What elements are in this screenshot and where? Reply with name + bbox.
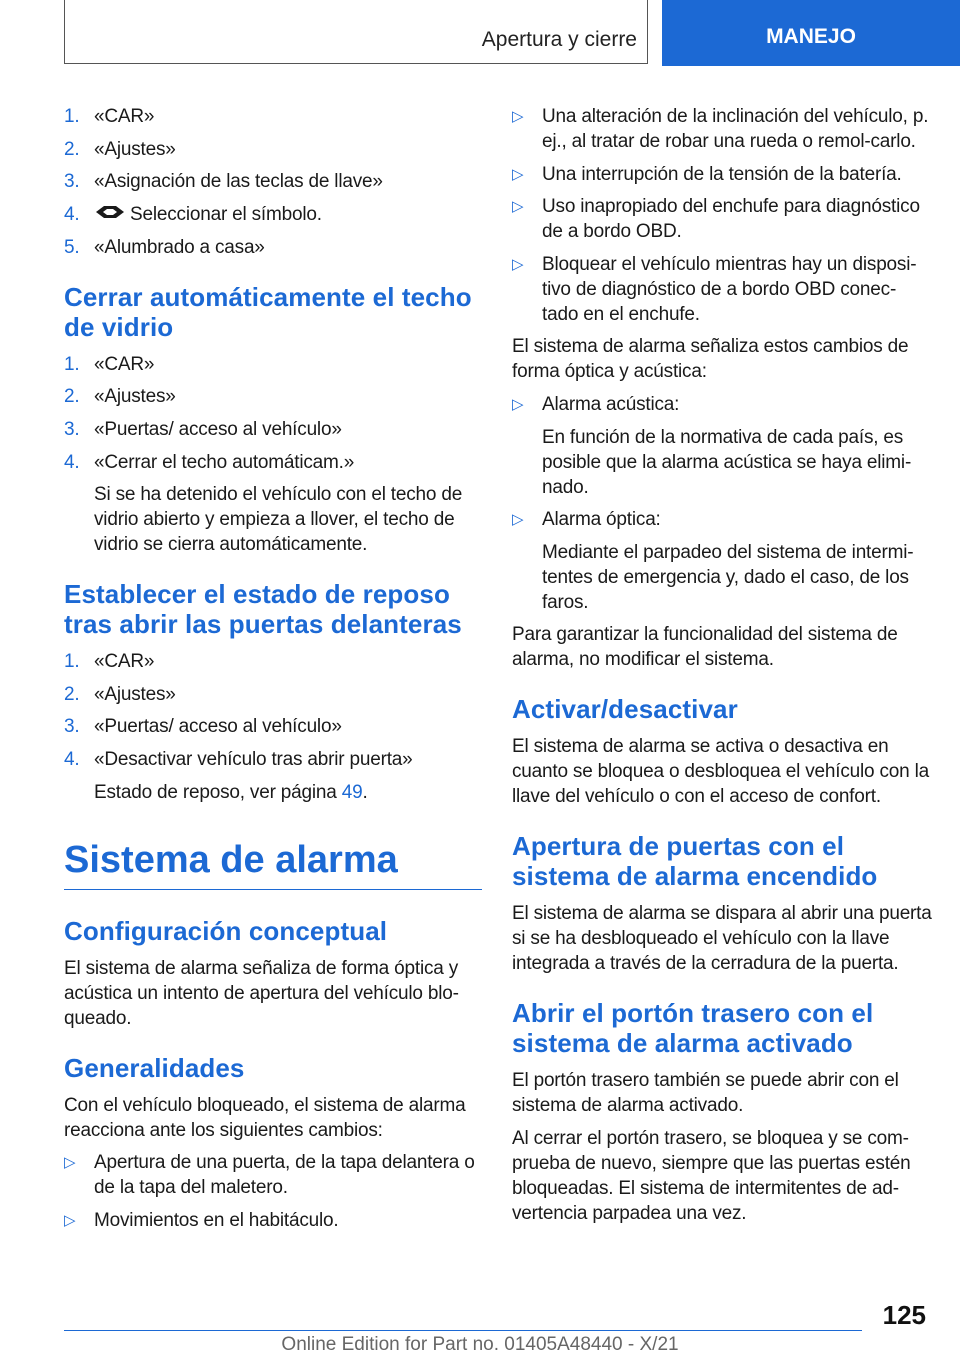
page-number: 125 — [882, 1300, 926, 1330]
list-item-note: Mediante el parpadeo del sistema de intermi-tentes de emergencia y, dado el caso, de los faros. — [542, 541, 914, 613]
list-item: ▷ Alarma óptica: — [512, 509, 661, 531]
list-item: 4. «Desactivar vehículo tras abrir puerta» — [64, 749, 413, 771]
heading-techo: Cerrar automáticamente el techo de vidrio — [64, 281, 472, 342]
car-symbol-icon — [94, 202, 126, 227]
bullet-icon: ▷ — [512, 511, 524, 529]
bullet-icon: ▷ — [512, 255, 524, 273]
paragraph-garantizar: Para garantizar la funcionalidad del sistema de alarma, no modificar el sistema. — [512, 624, 898, 671]
list-item: 1. «CAR» — [64, 651, 155, 673]
paragraph-activar: El sistema de alarma se activa o desactiva en cuanto se bloquea o desbloquea el vehículo con la llave del vehículo o con el acceso de confort. — [512, 736, 929, 808]
bullet-list-changes — [64, 1150, 482, 1233]
section-tab — [64, 0, 648, 64]
bullet-icon: ▷ — [64, 1211, 76, 1229]
list-item: 4. «Cerrar el techo automáticam.» — [64, 451, 355, 473]
list-item: ▷ Uso inapropiado del enchufe para diagnóstico de a bordo OBD. — [512, 196, 920, 243]
bullet-icon: ▷ — [512, 198, 524, 216]
heading-activar: Activar/desactivar — [512, 694, 738, 725]
page-header — [0, 0, 960, 66]
chapter-heading-alarma: Sistema de alarma — [64, 839, 482, 890]
list-item: ▷ Una interrupción de la tensión de la batería. — [512, 163, 902, 185]
list-item: 3. «Puertas/ acceso al vehículo» — [64, 716, 342, 738]
list-item-note: Estado de reposo, ver página 49. — [94, 781, 368, 803]
bullet-list-alarm-types — [512, 392, 932, 615]
list-item: ▷ Apertura de una puerta, de la tapa delantera o de la tapa del maletero. — [64, 1152, 475, 1199]
list-item-note: En función de la normativa de cada país, es posible que la alarma acústica se haya elimi-nado. — [542, 426, 912, 498]
list-item: 3. «Asignación de las teclas de llave» — [64, 171, 383, 193]
heading-config: Configuración conceptual — [64, 915, 388, 946]
list-item: ▷ Una alteración de la inclinación del vehículo, p. ej., al tratar de robar una rueda o remol-carlo. — [512, 106, 929, 152]
footer-edition: Online Edition for Part no. 01405A48440 - X/21 — [281, 1334, 679, 1355]
steps-list-alumbrado — [64, 104, 482, 260]
list-item: 1. «CAR» — [64, 353, 155, 375]
paragraph-general: Con el vehículo bloqueado, el sistema de alarma reacciona ante los siguientes cambios: — [64, 1094, 466, 1141]
steps-list-reposo — [64, 649, 482, 804]
list-item: 1. «CAR» — [64, 106, 155, 127]
heading-general: Generalidades — [64, 1052, 245, 1083]
paragraph-apertura: El sistema de alarma se dispara al abrir una puerta si se ha desbloqueado el vehículo con la llave integrada a través de la cerradura de la puerta. — [512, 903, 932, 975]
list-item: ▷ Bloquear el vehículo mientras hay un disposi-tivo de diagnóstico de a bordo OBD conec-tado en el enchufe. — [512, 253, 917, 325]
list-item: 2. «Ajustes» — [64, 386, 176, 408]
bullet-list-changes-cont — [512, 104, 932, 327]
bullet-icon: ▷ — [512, 165, 524, 183]
bullet-icon: ▷ — [512, 108, 524, 125]
heading-porton: Abrir el portón trasero con el sistema de alarma activado — [512, 998, 874, 1059]
list-item: 3. «Puertas/ acceso al vehículo» — [64, 419, 342, 441]
list-item: 2. «Ajustes» — [64, 138, 176, 160]
heading-reposo: Establecer el estado de reposo tras abrir las puertas delanteras — [64, 579, 462, 640]
list-item: 4. Seleccionar el símbolo. — [64, 202, 482, 227]
left-column — [64, 104, 482, 1240]
bullet-icon: ▷ — [64, 1154, 76, 1172]
paragraph-porton-2: Al cerrar el portón trasero, se bloquea y se com-prueba de nuevo, siempre que las puertas estén bloqueadas. El sistema de intermitentes de ad-vertencia parpadea una vez. — [512, 1127, 911, 1224]
list-item: 5. «Alumbrado a casa» — [64, 236, 265, 258]
list-item: 2. «Ajustes» — [64, 683, 176, 705]
paragraph-senaliza: El sistema de alarma señaliza estos cambios de forma óptica y acústica: — [512, 336, 909, 383]
bullet-icon: ▷ — [512, 395, 524, 413]
heading-apertura: Apertura de puertas con el sistema de alarma encendido — [512, 831, 878, 892]
list-item: ▷ Movimientos en el habitáculo. — [64, 1209, 339, 1231]
footer-divider — [64, 1330, 862, 1331]
paragraph-porton-1: El portón trasero también se puede abrir con el sistema de alarma activado. — [512, 1070, 899, 1117]
page-link[interactable]: 49 — [341, 781, 363, 803]
paragraph-config: El sistema de alarma señaliza de forma óptica y acústica un intento de apertura del vehículo blo-queado. — [64, 957, 459, 1029]
chapter-tab: MANEJO — [662, 0, 960, 66]
section-title: Apertura y cierre — [481, 28, 637, 51]
list-item-note: Si se ha detenido el vehículo con el techo de vidrio abierto y empieza a llover, el techo de vidrio se cierra automáticamente. — [94, 484, 463, 556]
right-column — [512, 104, 932, 1234]
steps-list-techo — [64, 352, 482, 557]
list-item: ▷ Alarma acústica: — [512, 393, 680, 415]
